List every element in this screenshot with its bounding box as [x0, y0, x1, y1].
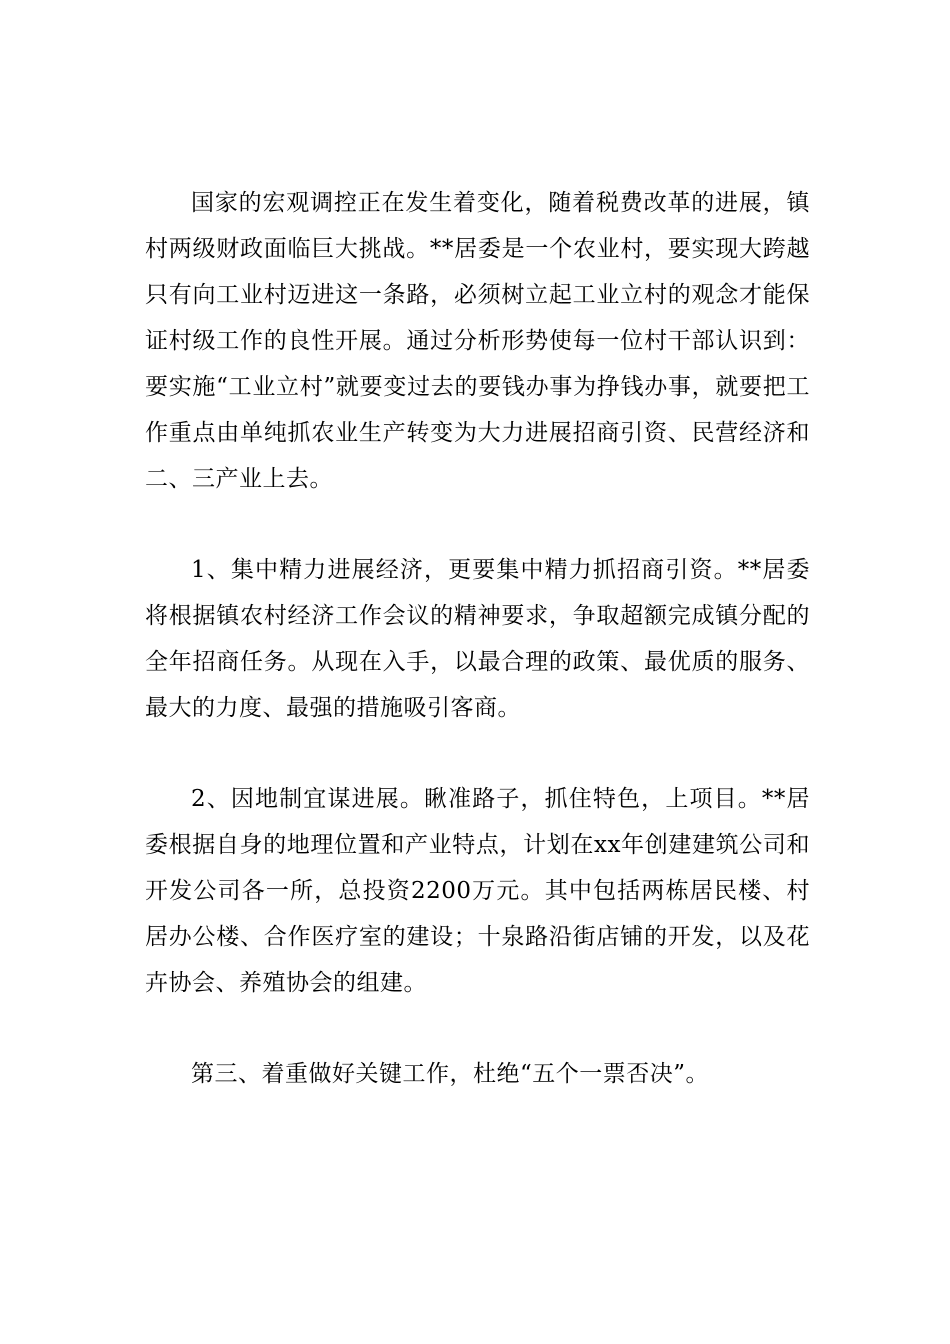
paragraph-spacer: [145, 1006, 810, 1051]
paragraph-item-2: 2、因地制宜谋进展。瞅准路子，抓住特色，上项目。**居委根据自身的地理位置和产业特点，计划在xx年创建建筑公司和开发公司各一所，总投资2200万元。其中包括两栋居民楼、村居办公楼、合作医疗室的建设；十泉路沿街店铺的开发，以及花卉协会、养殖协会的组建。: [145, 786, 810, 996]
paragraph-section-3: 第三、着重做好关键工作，杜绝“五个一票否决”。: [191, 1061, 710, 1087]
paragraph-intro: 国家的宏观调控正在发生着变化，随着税费改革的进展，镇村两级财政面临巨大挑战。**居委是一个农业村，要实现大跨越只有向工业村迈进这一条路，必须树立起工业立村的观念才能保证村级工作的良性开展。通过分析形势使每一位村干部认识到：要实施“工业立村”就要变过去的要钱办事为挣钱办事，就要把工作重点由单纯抓农业生产转变为大力进展招商引资、民营经济和二、三产业上去。: [145, 190, 810, 492]
paragraph-spacer: [145, 502, 810, 547]
paragraph-item-1: 1、集中精力进展经济，更要集中精力抓招商引资。**居委将根据镇农村经济工作会议的精神要求，争取超额完成镇分配的全年招商任务。从现在入手，以最合理的政策、最优质的服务、最大的力度、最强的措施吸引客商。: [145, 557, 810, 721]
paragraph-spacer: [145, 731, 810, 776]
document-body: [145, 180, 810, 1097]
